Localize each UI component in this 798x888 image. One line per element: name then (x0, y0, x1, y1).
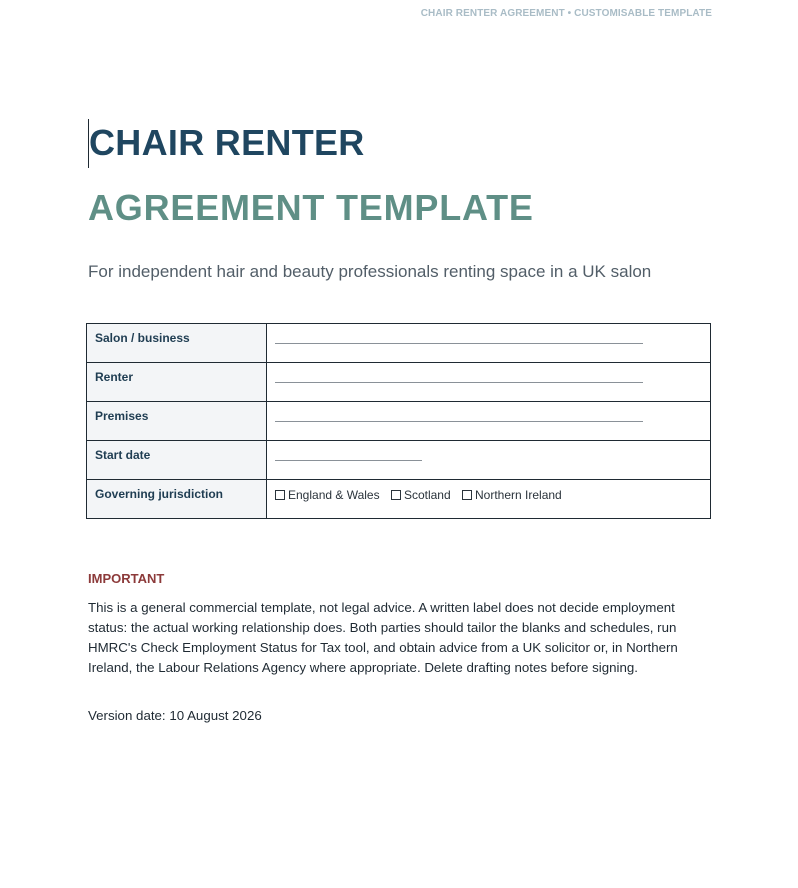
row-label-premises: Premises (87, 402, 267, 441)
jurisdiction-field (267, 480, 711, 519)
option-scotland[interactable] (391, 488, 451, 502)
title-line-2[interactable]: AGREEMENT TEMPLATE (88, 187, 534, 228)
checkbox-icon[interactable] (391, 490, 401, 500)
fill-in-blank[interactable] (275, 382, 643, 383)
table-row (87, 363, 711, 402)
option-northern-ireland[interactable] (462, 488, 562, 502)
fill-in-blank[interactable] (275, 421, 643, 422)
table-row (87, 402, 711, 441)
renter-field[interactable] (267, 363, 711, 402)
fill-in-blank[interactable] (275, 460, 422, 461)
jurisdiction-options (275, 488, 702, 502)
table-row (87, 324, 711, 363)
row-label-start-date: Start date (87, 441, 267, 480)
subtitle[interactable]: For independent hair and beauty professionals renting space in a UK salon (88, 262, 652, 281)
table-row (87, 441, 711, 480)
option-label: Northern Ireland (475, 488, 562, 502)
details-table (86, 323, 711, 519)
row-label-jurisdiction: Governing jurisdiction (87, 480, 267, 519)
important-heading[interactable]: IMPORTANT (88, 571, 165, 586)
premises-field[interactable] (267, 402, 711, 441)
row-label-renter: Renter (87, 363, 267, 402)
table-row (87, 480, 711, 519)
checkbox-icon[interactable] (275, 490, 285, 500)
option-label: England & Wales (288, 488, 380, 502)
fill-in-blank[interactable] (275, 343, 643, 344)
salon-business-field[interactable] (267, 324, 711, 363)
checkbox-icon[interactable] (462, 490, 472, 500)
start-date-field[interactable] (267, 441, 711, 480)
version-date[interactable]: Version date: 10 August 2026 (88, 708, 262, 723)
row-label-salon: Salon / business (87, 324, 267, 363)
option-england-wales[interactable] (275, 488, 380, 502)
option-label: Scotland (403, 488, 451, 502)
title-line-1[interactable]: CHAIR RENTER (89, 122, 365, 163)
important-notice[interactable]: This is a general commercial template, not legal advice. A written label does not decide employment status: the actual working relationship does. Both parties should tailor the blanks and schedules, run HMRC's Check Employment Status for Tax tool, and obtain advice from a UK solicitor or, in Northern Ireland, the Labour Relations Agency where appropriate. Delete drafting notes before signing. (88, 600, 678, 675)
running-header: CHAIR RENTER AGREEMENT • CUSTOMISABLE TEMPLATE (420, 8, 712, 19)
